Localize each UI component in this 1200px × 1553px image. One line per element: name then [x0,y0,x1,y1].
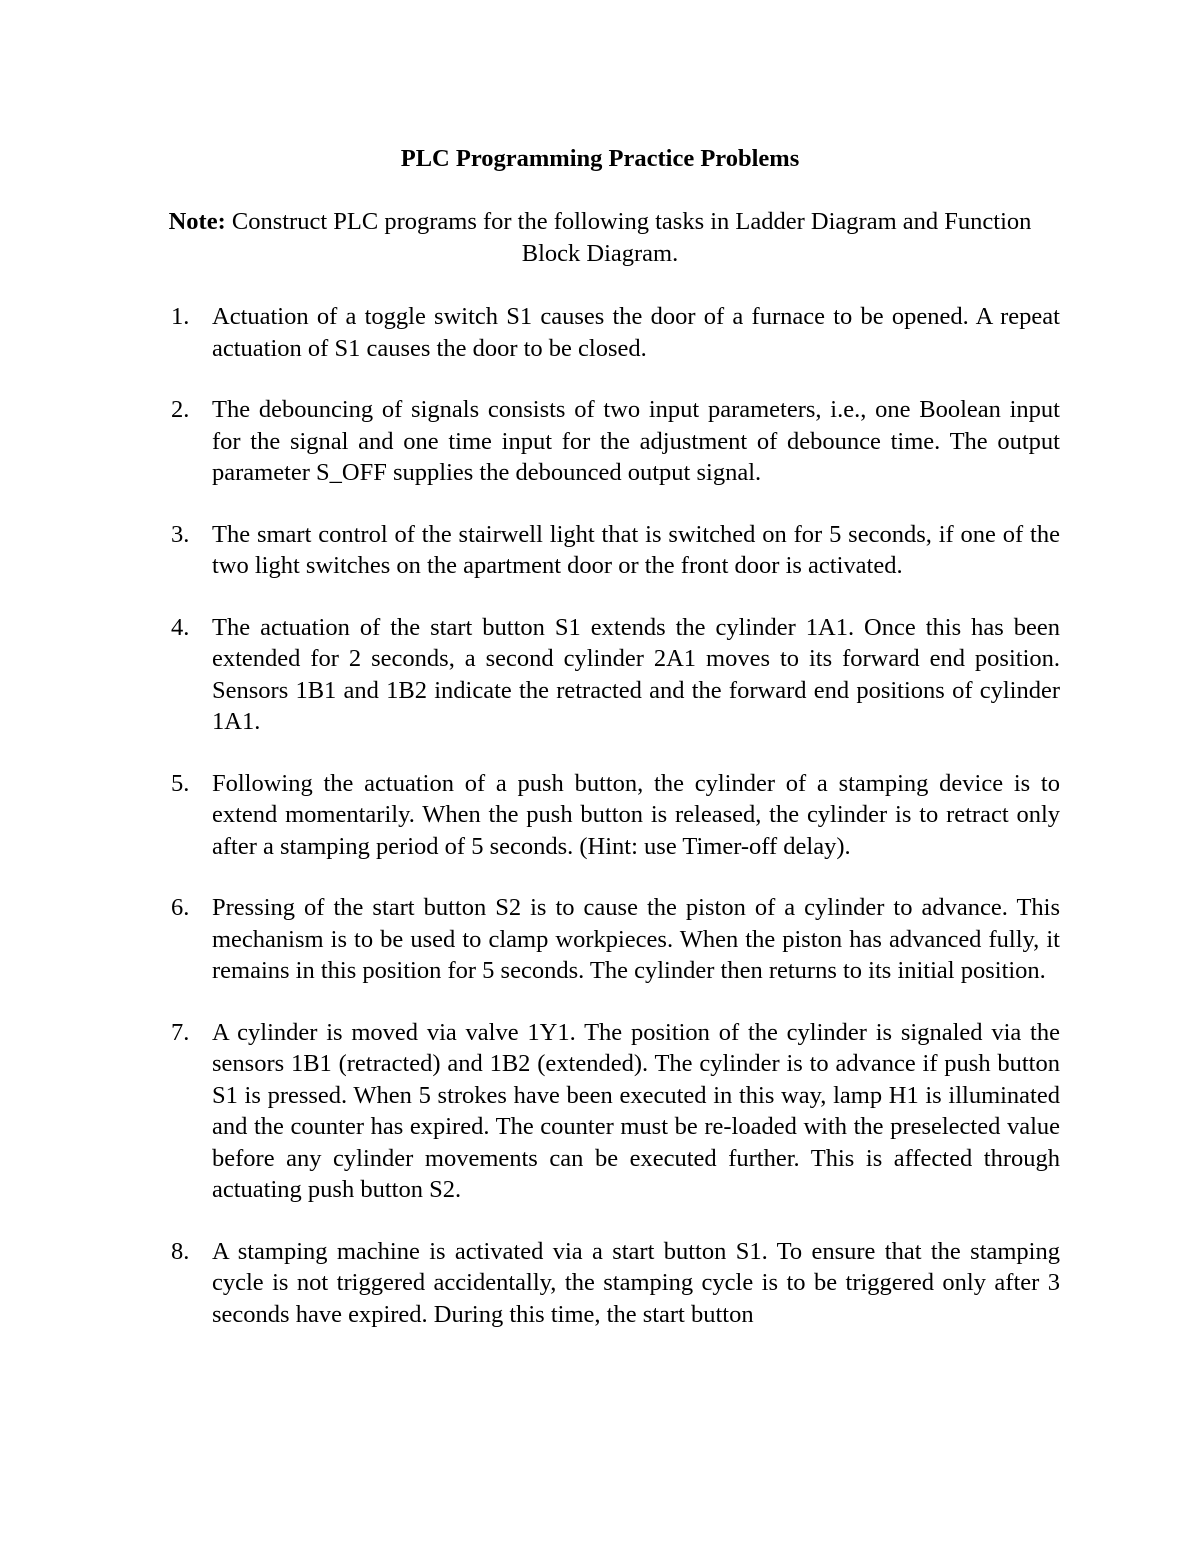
list-item [0,301,1060,364]
list-item [0,519,1060,582]
note-paragraph [160,206,1040,270]
item-number: 3. [171,520,190,548]
note-text: Construct PLC programs for the following tasks in Ladder Diagram and Function Block Diagram. [225,208,1032,267]
item-text: Following the actuation of a push button, the cylinder of a stamping device is to extend momentarily. When the push button is released, the cylinder is to retract only after a stamping period of 5 seconds. (Hint: use Timer-off delay). [212,769,1060,860]
item-text: Pressing of the start button S2 is to cause the piston of a cylinder to advance. This mechanism is to be used to clamp workpieces. When the piston has advanced fully, it remains in this position for 5 seconds. The cylinder then returns to its initial position. [212,894,1060,984]
list-item [0,892,1060,987]
note-label: Note: [168,208,226,235]
list-item [0,768,1060,863]
item-number: 4. [171,613,190,641]
item-number: 1. [171,303,190,330]
item-number: 5. [171,769,190,797]
item-number: 8. [171,1237,190,1265]
item-number: 6. [171,894,190,921]
item-text: The debouncing of signals consists of two input parameters, i.e., one Boolean input for the signal and one time input for the adjustment of debounce time. The output parameter S_OFF supplies the debounced output signal. [212,396,1060,486]
item-text: Actuation of a toggle switch S1 causes the door of a furnace to be opened. A repeat actuation of S1 causes the door to be closed. [212,303,1060,362]
item-number: 2. [171,396,190,423]
item-text: The smart control of the stairwell light that is switched on for 5 seconds, if one of the two light switches on the apartment door or the front door is activated. [212,520,1060,579]
item-number: 7. [171,1018,190,1046]
list-item [0,1236,1060,1331]
list-item [0,612,1060,738]
item-text: A cylinder is moved via valve 1Y1. The position of the cylinder is signaled via the sensors 1B1 (retracted) and 1B2 (extended). The cylinder is to advance if push button S1 is pressed. When 5 strokes have been executed in this way, lamp H1 is illuminated and the counter has expired. The counter must be re-loaded with the preselected value before any cylinder movements can be executed further. This is affected through actuating push button S2. [212,1018,1060,1203]
problem-list [0,301,1200,1360]
document-title: PLC Programming Practice Problems [400,145,800,172]
list-item [0,394,1060,489]
list-item [0,1017,1060,1206]
item-text: A stamping machine is activated via a start button S1. To ensure that the stamping cycle is not triggered accidentally, the stamping cycle is to be triggered only after 3 seconds have expired. During this time, the start button [212,1237,1060,1328]
item-text: The actuation of the start button S1 extends the cylinder 1A1. Once this has been extended for 2 seconds, a second cylinder 2A1 moves to its forward end position. Sensors 1B1 and 1B2 indicate the retracted and the forward end positions of cylinder 1A1. [212,613,1060,735]
